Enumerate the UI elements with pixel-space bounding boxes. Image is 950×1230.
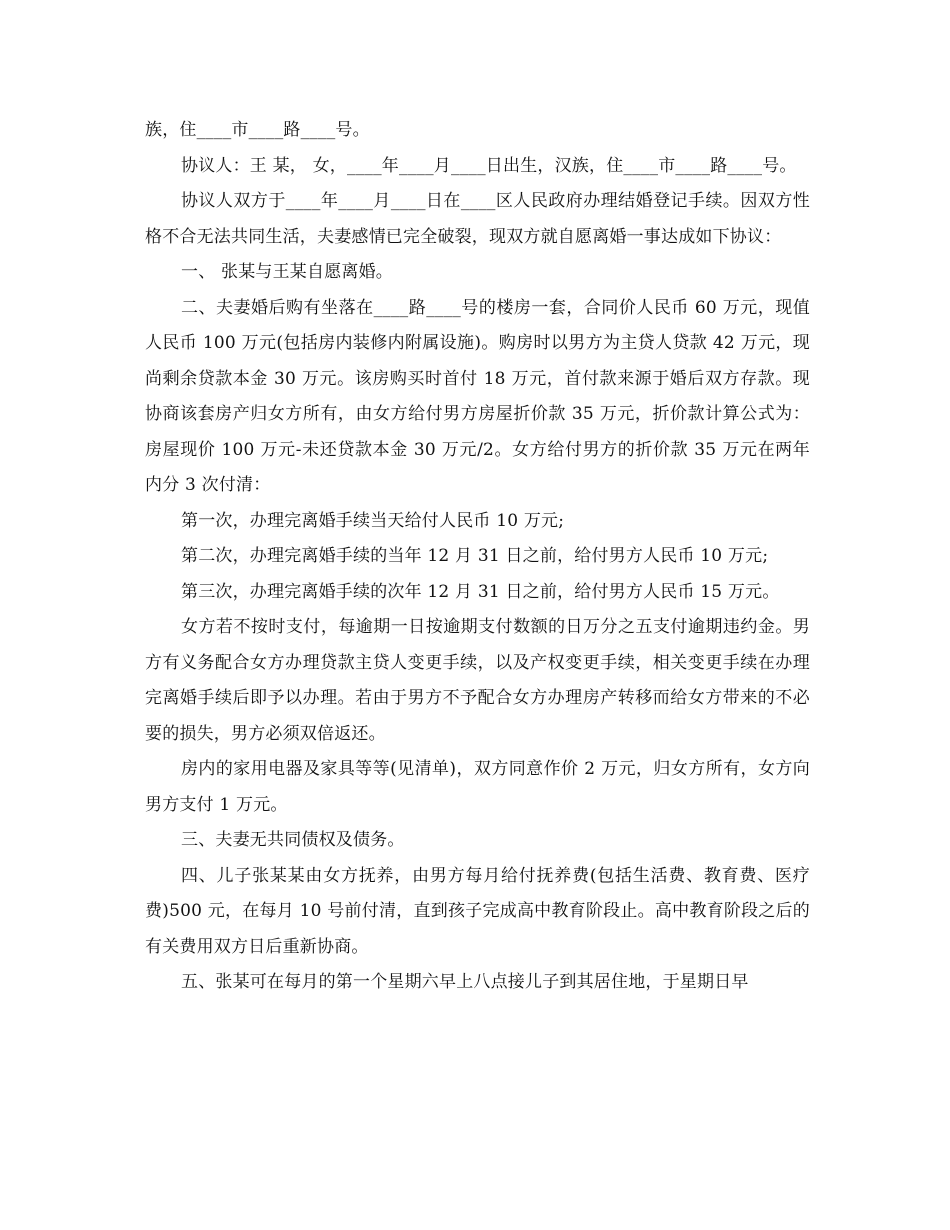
paragraph-continuation: 族，住____市____路____号。 <box>145 120 370 140</box>
paragraph-payment-2: 第二次，办理完离婚手续的当年 12 月 31 日之前，给付男方人民币 10 万元; <box>181 546 769 566</box>
paragraph-payment-1: 第一次，办理完离婚手续当天给付人民币 10 万元; <box>181 510 565 531</box>
paragraph-clause-1: 一、 张某与王某自愿离婚。 <box>181 262 394 282</box>
paragraph-clause-4: 四、儿子张某某由女方抚养，由男方每月给付抚养费(包括生活费、教育费、医疗费)500 元，在每月 10 号前付清，直到孩子完成高中教育阶段止。高中教育阶段之后的有关费用双方日后重新协商。 <box>145 865 810 957</box>
paragraph-furniture: 房内的家用电器及家具等等(见清单)，双方同意作价 2 万元，归女方所有，女方向男方支付 1 万元。 <box>145 759 810 815</box>
paragraph-party-wang: 协议人：王 某， 女，____年____月____日出生，汉族，住____市____路____号。 <box>181 155 797 176</box>
paragraph-marriage-registration: 协议人双方于____年____月____日在____区人民政府办理结婚登记手续。因双方性格不合无法共同生活，夫妻感情已完全破裂，现双方就自愿离婚一事达成如下协议： <box>145 191 810 247</box>
paragraph-clause-5: 五、张某可在每月的第一个星期六早上八点接儿子到其居住地，于星期日早 <box>181 972 749 992</box>
paragraph-clause-2: 二、夫妻婚后购有坐落在____路____号的楼房一套，合同价人民币 60 万元，现值人民币 100 万元(包括房内装修内附属设施)。购房时以男方为主贷人贷款 42 万元，现尚剩余贷款本金 30 万元。该房购买时首付 18 万元，首付款来源于婚后双方存款。现协商该套房产归女方所有，由女方给付男方房屋折价款 35 万元，折价款计算公式为：房屋现价 100 万元-未还贷款本金 30 万元/2。女方给付男方的折价款 35 万元在两年内分 3 次付清： <box>145 297 810 495</box>
paragraph-penalty: 女方若不按时支付，每逾期一日按逾期支付数额的日万分之五支付逾期违约金。男方有义务配合女方办理贷款主贷人变更手续，以及产权变更手续，相关变更手续在办理完离婚手续后即予以办理。若由于男方不予配合女方办理房产转移而给女方带来的不必要的损失，男方必须双倍返还。 <box>145 617 810 744</box>
paragraph-clause-3: 三、夫妻无共同债权及债务。 <box>181 830 405 850</box>
document-body <box>145 113 810 1001</box>
paragraph-payment-3: 第三次，办理完离婚手续的次年 12 月 31 日之前，给付男方人民币 15 万元。 <box>181 581 780 602</box>
